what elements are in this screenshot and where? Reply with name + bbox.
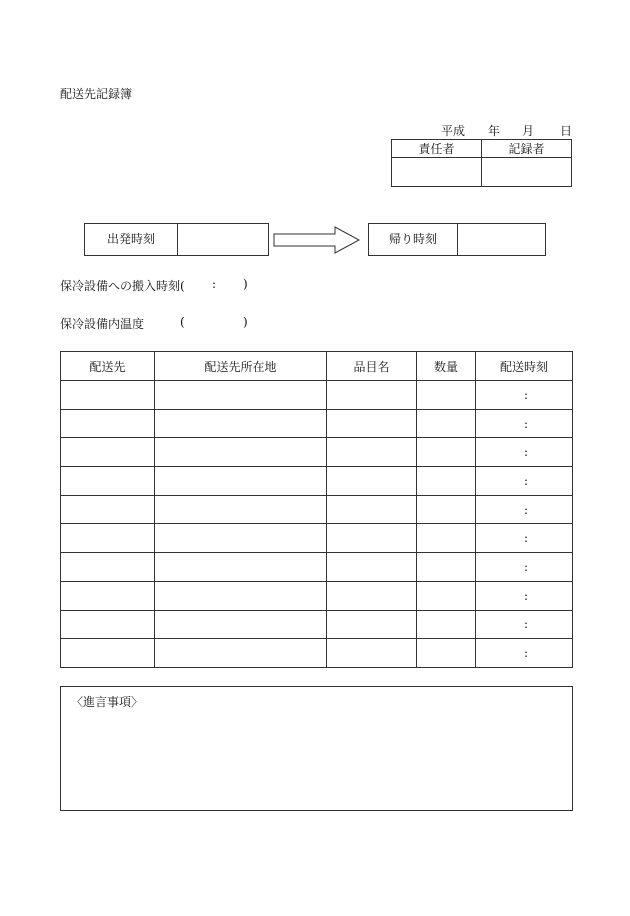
table-cell[interactable] bbox=[327, 524, 417, 553]
table-cell[interactable]: : bbox=[476, 495, 573, 524]
table-cell[interactable] bbox=[155, 467, 327, 496]
table-cell[interactable] bbox=[417, 381, 476, 410]
table-row bbox=[61, 409, 573, 438]
column-header: 配送先所在地 bbox=[155, 352, 327, 381]
cold-storage-time-label: 保冷設備への搬入時刻( bbox=[60, 279, 185, 293]
table-row bbox=[61, 610, 573, 639]
table-row bbox=[61, 467, 573, 496]
table-cell[interactable] bbox=[155, 381, 327, 410]
table-cell[interactable] bbox=[327, 438, 417, 467]
column-header: 配送時刻 bbox=[476, 352, 573, 381]
table-cell[interactable] bbox=[155, 409, 327, 438]
table-row bbox=[61, 381, 573, 410]
table-cell[interactable] bbox=[417, 610, 476, 639]
cold-storage-time-close: ) bbox=[243, 277, 248, 291]
table-cell[interactable] bbox=[155, 524, 327, 553]
arrow-right-icon bbox=[273, 226, 361, 254]
column-header: 配送先 bbox=[61, 352, 155, 381]
table-cell[interactable] bbox=[327, 639, 417, 668]
table-cell[interactable] bbox=[61, 639, 155, 668]
table-cell[interactable] bbox=[61, 438, 155, 467]
cold-storage-temp-label: 保冷設備内温度 bbox=[60, 317, 145, 331]
table-cell[interactable] bbox=[417, 438, 476, 467]
table-cell[interactable] bbox=[327, 610, 417, 639]
table-cell[interactable]: : bbox=[476, 467, 573, 496]
table-cell[interactable]: : bbox=[476, 581, 573, 610]
table-cell[interactable]: : bbox=[476, 639, 573, 668]
table-cell[interactable] bbox=[61, 409, 155, 438]
table-cell[interactable] bbox=[155, 581, 327, 610]
column-header: 数量 bbox=[417, 352, 476, 381]
departure-label: 出発時刻 bbox=[85, 224, 178, 255]
table-cell[interactable] bbox=[327, 381, 417, 410]
table-cell[interactable] bbox=[61, 553, 155, 582]
table-row bbox=[61, 524, 573, 553]
departure-box bbox=[84, 223, 269, 256]
table-cell[interactable] bbox=[417, 495, 476, 524]
date-year: 年 bbox=[488, 124, 501, 138]
table-cell[interactable] bbox=[61, 381, 155, 410]
table-cell[interactable] bbox=[155, 553, 327, 582]
table-cell[interactable] bbox=[327, 467, 417, 496]
table-cell[interactable] bbox=[327, 495, 417, 524]
table-cell[interactable] bbox=[417, 409, 476, 438]
notes-box[interactable] bbox=[60, 686, 573, 811]
table-cell[interactable] bbox=[417, 467, 476, 496]
date-day: 日 bbox=[560, 124, 573, 138]
table-cell[interactable] bbox=[61, 610, 155, 639]
table-cell[interactable]: : bbox=[476, 438, 573, 467]
table-cell[interactable] bbox=[61, 467, 155, 496]
date-era: 平成 bbox=[441, 124, 466, 138]
table-cell[interactable] bbox=[155, 610, 327, 639]
signoff-header: 記録者 bbox=[482, 140, 572, 158]
delivery-table bbox=[60, 351, 573, 668]
cold-storage-time-sep: : bbox=[212, 277, 217, 291]
table-cell[interactable] bbox=[61, 495, 155, 524]
table-row bbox=[61, 553, 573, 582]
page-title: 配送先記録簿 bbox=[60, 87, 133, 101]
column-header: 品目名 bbox=[327, 352, 417, 381]
table-cell[interactable] bbox=[417, 581, 476, 610]
signoff-cell[interactable] bbox=[392, 158, 482, 187]
table-row bbox=[61, 438, 573, 467]
notes-label: 〈進言事項〉 bbox=[71, 695, 144, 709]
table-cell[interactable] bbox=[417, 639, 476, 668]
table-cell[interactable] bbox=[327, 581, 417, 610]
return-label: 帰り時刻 bbox=[369, 224, 458, 255]
table-cell[interactable] bbox=[327, 553, 417, 582]
table-row bbox=[61, 639, 573, 668]
table-row bbox=[61, 581, 573, 610]
return-box bbox=[368, 223, 546, 256]
table-cell[interactable]: : bbox=[476, 553, 573, 582]
table-cell[interactable]: : bbox=[476, 610, 573, 639]
signoff-cell[interactable] bbox=[482, 158, 572, 187]
table-cell[interactable] bbox=[155, 639, 327, 668]
table-cell[interactable] bbox=[155, 438, 327, 467]
date-month: 月 bbox=[522, 124, 535, 138]
table-cell[interactable] bbox=[155, 495, 327, 524]
table-cell[interactable]: : bbox=[476, 381, 573, 410]
table-cell[interactable] bbox=[61, 524, 155, 553]
table-cell[interactable] bbox=[327, 409, 417, 438]
table-cell[interactable] bbox=[417, 524, 476, 553]
table-row bbox=[61, 495, 573, 524]
cold-storage-temp-close: ) bbox=[243, 315, 248, 329]
signoff-table bbox=[391, 139, 572, 187]
table-cell[interactable] bbox=[61, 581, 155, 610]
signoff-header: 責任者 bbox=[392, 140, 482, 158]
table-cell[interactable] bbox=[417, 553, 476, 582]
cold-storage-temp-open: ( bbox=[180, 315, 185, 329]
table-cell[interactable]: : bbox=[476, 524, 573, 553]
table-cell[interactable]: : bbox=[476, 409, 573, 438]
